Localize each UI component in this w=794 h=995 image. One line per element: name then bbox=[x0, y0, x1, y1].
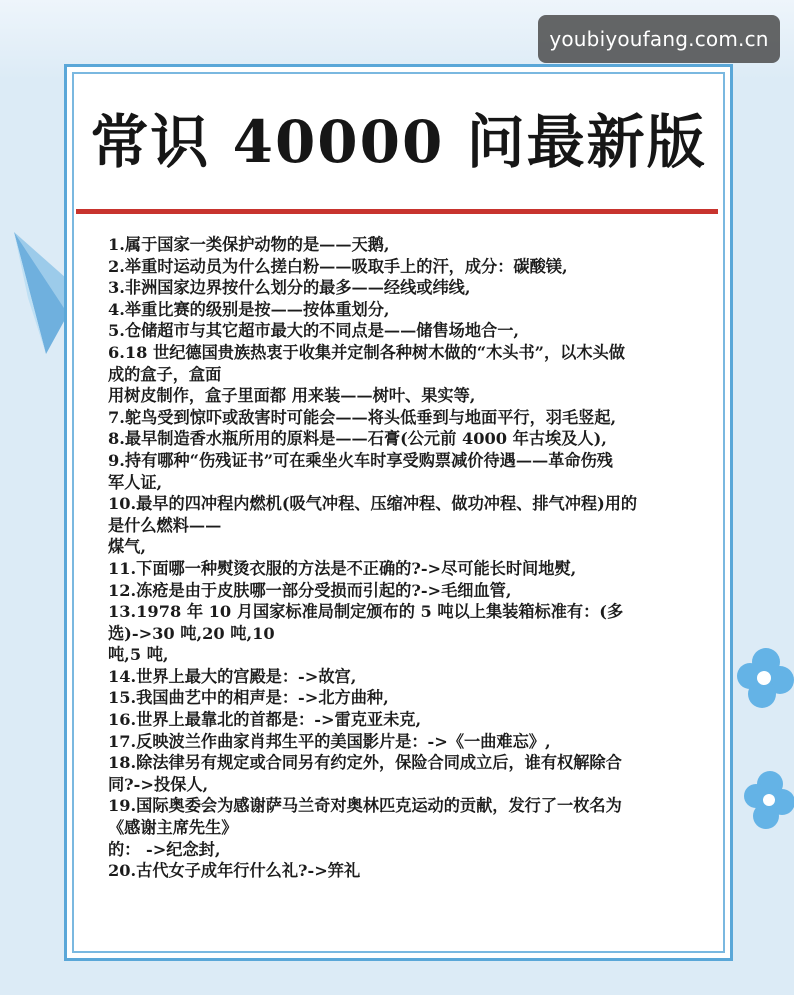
list-item: 15.我国曲艺中的相声是：->北方曲种, bbox=[108, 688, 389, 708]
page-title: 常识 40000 问最新版 bbox=[90, 108, 707, 176]
flower-icon bbox=[722, 766, 794, 838]
list-item: 7.鸵鸟受到惊吓或敌害时可能会——将头低垂到与地面平行，羽毛竖起, bbox=[108, 407, 617, 427]
list-item: 成的盒子，盒面 bbox=[108, 364, 222, 384]
list-item: 9.持有哪种“伤残证书”可在乘坐火车时享受购票减价待遇——革命伤残 bbox=[108, 450, 613, 470]
list-item: 18.除法律另有规定或合同另有约定外，保险合同成立后，谁有权解除合 bbox=[108, 753, 622, 773]
list-item: 2.举重时运动员为什么搓白粉——吸取手上的汗，成分：碳酸镁, bbox=[108, 256, 568, 276]
title-divider bbox=[76, 209, 718, 214]
list-item: 6.18 世纪德国贵族热衷于收集并定制各种树木做的“木头书”，以木头做 bbox=[108, 342, 625, 362]
list-item: 20.古代女子成年行什么礼?->笄礼 bbox=[108, 861, 361, 881]
list-item: 13.1978 年 10 月国家标准局制定颁布的 5 吨以上集装箱标准有：(多 bbox=[108, 602, 624, 622]
list-item: 3.非洲国家边界按什么划分的最多——经线或纬线, bbox=[108, 278, 471, 298]
flower-icon bbox=[722, 642, 794, 714]
list-item: 17.反映波兰作曲家肖邦生平的美国影片是：->《一曲难忘》, bbox=[108, 731, 551, 751]
list-item: 11.下面哪一种熨烫衣服的方法是不正确的?->尽可能长时间地熨, bbox=[108, 558, 577, 578]
list-item: 1.属于国家一类保护动物的是——天鹅, bbox=[108, 235, 390, 254]
list-item: 《感谢主席先生》 bbox=[108, 818, 238, 838]
list-item: 煤气, bbox=[108, 537, 147, 557]
list-item: 5.仓储超市与其它超市最大的不同点是——储售场地合一, bbox=[108, 321, 520, 341]
qa-list bbox=[108, 234, 704, 882]
list-item: 14.世界上最大的宫殿是：->故宫, bbox=[108, 666, 357, 686]
list-item: 16.世界上最靠北的首都是：->雷克亚未克, bbox=[108, 710, 422, 730]
list-item: 12.冻疮是由于皮肤哪一部分受损而引起的?->毛细血管, bbox=[108, 580, 512, 600]
list-item: 8.最早制造香水瓶所用的原料是——石膏(公元前 4000 年古埃及人), bbox=[108, 429, 607, 449]
list-item: 同?->投保人, bbox=[108, 774, 209, 794]
list-item: 的： ->纪念封, bbox=[108, 839, 221, 859]
watermark: youbiyoufang.com.cn bbox=[538, 15, 780, 63]
list-item: 4.举重比赛的级别是按——按体重划分, bbox=[108, 299, 390, 319]
list-item: 军人证, bbox=[108, 472, 163, 492]
list-item: 选)->30 吨,20 吨,10 bbox=[108, 623, 275, 643]
list-item: 是什么燃料—— bbox=[108, 515, 222, 535]
list-item: 用树皮制作，盒子里面都 用来装——树叶、果实等, bbox=[108, 386, 476, 406]
list-item: 吨,5 吨, bbox=[108, 645, 169, 665]
list-item: 19.国际奥委会为感谢萨马兰奇对奥林匹克运动的贡献，发行了一枚名为 bbox=[108, 796, 622, 816]
list-item: 10.最早的四冲程内燃机(吸气冲程、压缩冲程、做功冲程、排气冲程)用的 bbox=[108, 494, 638, 514]
